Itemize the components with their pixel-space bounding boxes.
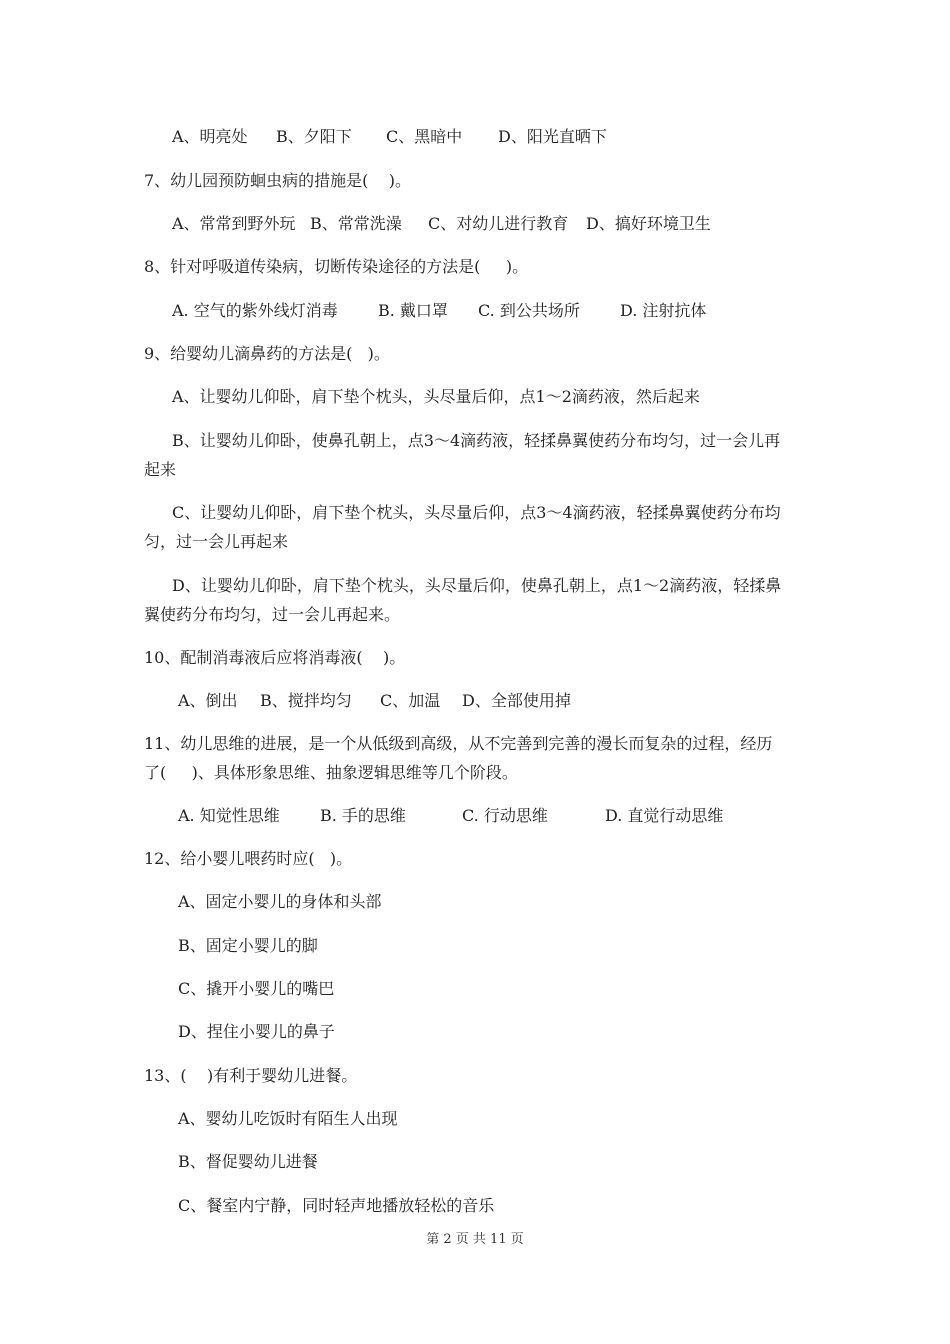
q6-option-a: A、明亮处 (172, 127, 248, 146)
q11-option-b: B. 手的思维 (320, 806, 406, 825)
q10-options (178, 691, 571, 711)
q11-stem: 11、幼儿思维的进展，是一个从低级到高级，从不完善到完善的漫长而复杂的过程，经历 (144, 734, 773, 753)
q8-option-c: C. 到公共场所 (478, 301, 580, 320)
page-number-footer: 第 2 页 共 11 页 (426, 1232, 524, 1247)
q11-option-d: D. 直觉行动思维 (605, 806, 724, 825)
q10-option-a: A、倒出 (178, 691, 238, 710)
q10-stem: 10、配制消毒液后应将消毒液( )。 (144, 648, 406, 667)
q10-option-c: C、加温 (380, 691, 441, 710)
q8-option-a: A. 空气的紫外线灯消毒 (172, 301, 338, 320)
q6-option-d: D、阳光直晒下 (498, 127, 607, 146)
q13-option-b: B、督促婴幼儿进餐 (178, 1152, 318, 1171)
q9-option-c-cont: 匀，过一会儿再起来 (144, 532, 289, 551)
q6-option-b: B、夕阳下 (276, 127, 352, 146)
q9-option-b: B、让婴幼儿仰卧，使鼻孔朝上，点3～4滴药液，轻揉鼻翼使药分布均匀，过一会儿再 (172, 431, 781, 450)
q7-option-c: C、对幼儿进行教育 (428, 214, 569, 233)
q13-option-a: A、婴幼儿吃饭时有陌生人出现 (178, 1109, 398, 1128)
q9-option-d: D、让婴幼儿仰卧，肩下垫个枕头，头尽量后仰，使鼻孔朝上，点1～2滴药液，轻揉鼻 (172, 576, 782, 595)
q6-options (172, 127, 607, 147)
q9-option-b-cont: 起来 (144, 460, 177, 479)
q11-option-a: A. 知觉性思维 (178, 806, 280, 825)
q9-option-a: A、让婴幼儿仰卧，肩下垫个枕头，头尽量后仰，点1～2滴药液，然后起来 (172, 387, 700, 406)
q11-stem-cont: 了( )、具体形象思维、抽象逻辑思维等几个阶段。 (144, 763, 518, 782)
q7-options (172, 214, 711, 234)
q12-option-a: A、固定小婴儿的身体和头部 (178, 892, 382, 911)
q12-option-c: C、撬开小婴儿的嘴巴 (178, 979, 335, 998)
q9-stem: 9、给婴幼儿滴鼻药的方法是( )。 (144, 344, 390, 363)
q13-option-c: C、餐室内宁静，同时轻声地播放轻松的音乐 (178, 1196, 495, 1215)
q8-options (172, 301, 706, 321)
q12-stem: 12、给小婴儿喂药时应( )。 (144, 849, 353, 868)
q7-option-b: B、常常洗澡 (310, 214, 402, 233)
q11-option-c: C. 行动思维 (462, 806, 548, 825)
q7-stem: 7、幼儿园预防蛔虫病的措施是( )。 (144, 171, 412, 190)
q6-option-c: C、黑暗中 (386, 127, 463, 146)
q12-option-d: D、捏住小婴儿的鼻子 (178, 1022, 335, 1041)
q8-stem: 8、针对呼吸道传染病，切断传染途径的方法是( )。 (144, 257, 529, 276)
q7-option-a: A、常常到野外玩 (172, 214, 296, 233)
q10-option-d: D、全部使用掉 (462, 691, 571, 710)
q7-option-d: D、搞好环境卫生 (586, 214, 711, 233)
q8-option-b: B. 戴口罩 (378, 301, 448, 320)
q13-stem: 13、( )有利于婴幼儿进餐。 (144, 1066, 358, 1085)
q8-option-d: D. 注射抗体 (620, 301, 707, 320)
q10-option-b: B、搅拌均匀 (260, 691, 352, 710)
q12-option-b: B、固定小婴儿的脚 (178, 936, 318, 955)
q9-option-c: C、让婴幼儿仰卧，肩下垫个枕头，头尽量后仰，点3～4滴药液，轻揉鼻翼使药分布均 (172, 503, 781, 522)
q11-options (178, 806, 723, 826)
q9-option-d-cont: 翼使药分布均匀，过一会儿再起来。 (144, 605, 401, 624)
